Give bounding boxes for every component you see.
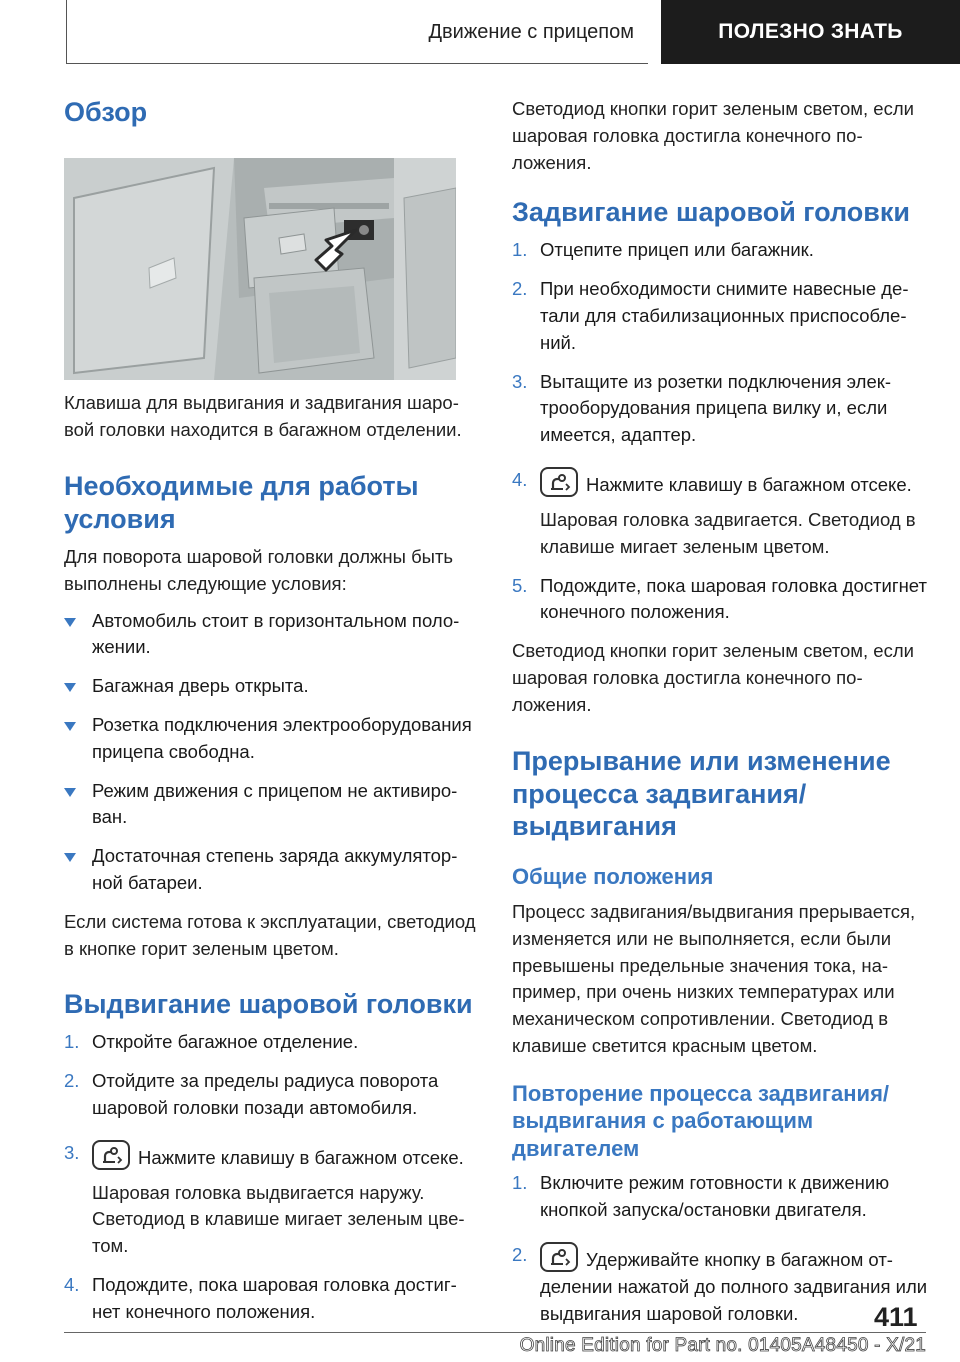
page-number: 411: [874, 1302, 918, 1332]
footer-edition: Online Edition for Part no. 01405A48450 - X/21: [519, 1335, 926, 1356]
triangle-bullet-icon: [64, 722, 76, 731]
interrupt-heading: Прерывание или изменение процесса задвигания/выдвигания: [512, 745, 891, 842]
repeat-heading: Повторение процесса задвигания/выдвигания с работающим двигателем: [512, 1080, 890, 1161]
step-item: 3. Нажмите клавишу в багажном отсеке. Шаровая головка выдвигается наружу. Светодиод в клавише мигает зеленым цветом.: [64, 1141, 465, 1257]
step-item: 5. Подождите, пока шаровая головка достигнет конечного положения.: [512, 574, 927, 623]
step-item: 2. Отойдите за пределы радиуса поворота шаровой головки позади автомобиля.: [64, 1070, 439, 1119]
step-item: 1. Отцепите прицеп или багажник.: [512, 239, 814, 261]
ready-text: Если система готова к эксплуатации, светодиод в кнопке горит зеленым цветом.: [64, 910, 476, 959]
step-item: 2. Удерживайте кнопку в багажном отделении нажатой до полного задвигания или выдвигания шаровой головки.: [512, 1243, 928, 1324]
triangle-bullet-icon: [64, 683, 76, 692]
triangle-bullet-icon: [64, 853, 76, 862]
step-item: 1. Откройте багажное отделение.: [64, 1031, 359, 1053]
photo-caption: Клавиша для выдвигания и задвигания шаровой головки находится в багажном отделении.: [64, 392, 462, 441]
retract-steps: [512, 237, 928, 626]
list-item: Достаточная степень заряда аккумуляторной батареи.: [64, 843, 476, 897]
left-column: [64, 96, 476, 1338]
list-item: Багажная дверь открыта.: [64, 673, 476, 700]
step-item: 1. Включите режим готовности к движению кнопкой запуска/остановки двигателя.: [512, 1172, 890, 1221]
trunk-photo-illustration: [64, 158, 456, 380]
extend-end-text: Светодиод кнопки горит зеленым светом, если шаровая головка достигла конечного положения.: [512, 98, 914, 173]
conditions-list: [64, 608, 476, 897]
footer-rule: [64, 1332, 926, 1333]
header-section-title: Движение с прицепом: [428, 20, 634, 43]
header-chapter-tab: ПОЛЕЗНО ЗНАТЬ: [661, 0, 960, 64]
retract-end-text: Светодиод кнопки горит зеленым светом, если шаровая головка достигла конечного положения.: [512, 640, 914, 715]
extend-steps: [64, 1029, 476, 1325]
conditions-intro: Для поворота шаровой головки должны быть выполнены следующие условия:: [64, 545, 454, 594]
extend-heading: Выдвигание шаровой головки: [64, 989, 473, 1020]
overview-heading: Обзор: [64, 97, 148, 127]
step-item: 4. Нажмите клавишу в багажном отсеке. Шаровая головка задвигается. Светодиод в клавише мигает зеленым цветом.: [512, 469, 916, 557]
step-item: 4. Подождите, пока шаровая головка достигнет конечного положения.: [64, 1274, 457, 1322]
general-text: Процесс задвигания/выдвигания прерывается, изменяется или не выполняется, если были превышены предельные значения тока, например, при очень низких температурах или механическом сопротивлении. Светодиод в клавише светится красным цветом.: [512, 900, 916, 1056]
step-item: 3. Вытащите из розетки подключения электрооборудования прицепа вилку и, если имеется, адаптер.: [512, 370, 892, 446]
list-item: Розетка подключения электрооборудования прицепа свободна.: [64, 712, 476, 766]
right-column: [512, 96, 928, 1339]
repeat-steps: [512, 1170, 928, 1327]
list-item: Автомобиль стоит в горизонтальном положении.: [64, 608, 476, 662]
list-item: Режим движения с прицепом не активирован.: [64, 778, 476, 832]
triangle-bullet-icon: [64, 618, 76, 627]
conditions-heading: Необходимые для работы условия: [64, 471, 419, 534]
tow-hitch-button-icon: [540, 467, 578, 497]
step-item: 2. При необходимости снимите навесные детали для стабилизационных приспособлений.: [512, 278, 909, 353]
retract-heading: Задвигание шаровой головки: [512, 197, 910, 228]
general-heading: Общие положения: [512, 864, 714, 890]
tow-hitch-button-icon: [92, 1140, 130, 1170]
trunk-photo: [64, 158, 456, 380]
tow-hitch-button-icon: [540, 1242, 578, 1272]
triangle-bullet-icon: [64, 788, 76, 797]
